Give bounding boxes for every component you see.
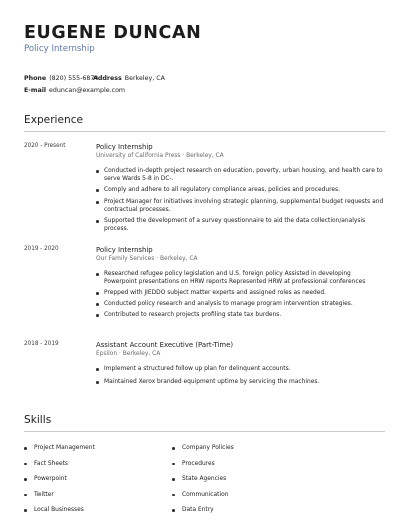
skill-item: Local Businesses [24,506,95,522]
job-title: Policy Internship [96,246,153,254]
candidate-name: EUGENE DUNCAN [24,23,202,43]
job-bullet: Maintained Xerox branded equipment uptime by servicing the machines. [96,378,384,386]
job-bullets [96,270,384,319]
skill-item: Procedures [172,460,234,476]
experience-divider [24,131,385,132]
job-bullet: Conducted policy research and analysis to manage program intervention strategies. [96,300,384,308]
skill-item: Project Management [24,444,95,460]
job-bullet: Implement a structured follow up plan for delinquent accounts. [96,365,384,373]
address-value: Berkeley, CA [124,75,165,82]
job-bullet: Contributed to research projects profiling state tax burdens. [96,311,384,319]
job-organization: University of California Press · Berkeley, CA [96,153,224,159]
skills-list-right [172,444,234,522]
skill-item: Fact Sheets [24,460,95,476]
skill-item: Twitter [24,491,95,507]
experience-heading: Experience [24,114,84,126]
job-dates: 2020 - Present [24,143,66,149]
skill-item: State Agencies [172,475,234,491]
skills-list-left [24,444,95,522]
skills-divider [24,431,385,432]
phone-value: (820) 555-6874 [49,75,99,82]
skill-item: Communication [172,491,234,507]
job-organization: Epsilon · Berkeley, CA [96,351,161,357]
skills-heading: Skills [24,414,52,426]
job-bullet: Prepped with JIEDDO subject matter experts and assigned roles as needed. [96,289,384,297]
job-bullet: Project Manager for initiatives involving strategic planning, supplemental budget requests and contractual processes. [96,198,384,214]
job-organization: Our Family Services · Berkeley, CA [96,256,198,262]
email-label: E-mail [24,87,47,94]
job-bullets [96,167,384,233]
job-title: Assistant Account Executive (Part-Time) [96,341,234,349]
job-bullet: Supported the development of a survey questionnaire to aid the data collection/analysis process. [96,217,384,233]
job-bullet: Conducted in-depth project research on education, poverty, urban housing, and health care to serve Wards 5-8 in DC-. [96,167,384,183]
job-bullet: Researched refugee policy legislation and U.S. foreign policy Assisted in developing Powerpoint presentations on HRW reports Represented HRW at professional conferences [96,270,384,286]
job-dates: 2019 - 2020 [24,246,59,252]
skill-item: Data Entry [172,506,234,522]
job-title: Policy Internship [96,143,153,151]
job-bullet: Comply and adhere to all regulatory compliance areas, policies and procedures. [96,186,384,194]
contact-address [93,75,165,82]
contact-phone [24,75,98,82]
candidate-title: Policy Internship [24,44,95,54]
job-bullets [96,365,384,386]
skill-item: Powerpoint [24,475,95,491]
email-value: eduncan@example.com [49,87,126,94]
address-label: Address [93,75,122,82]
job-dates: 2018 - 2019 [24,341,59,347]
phone-label: Phone [24,75,47,82]
contact-email [24,87,125,94]
skill-item: Company Policies [172,444,234,460]
